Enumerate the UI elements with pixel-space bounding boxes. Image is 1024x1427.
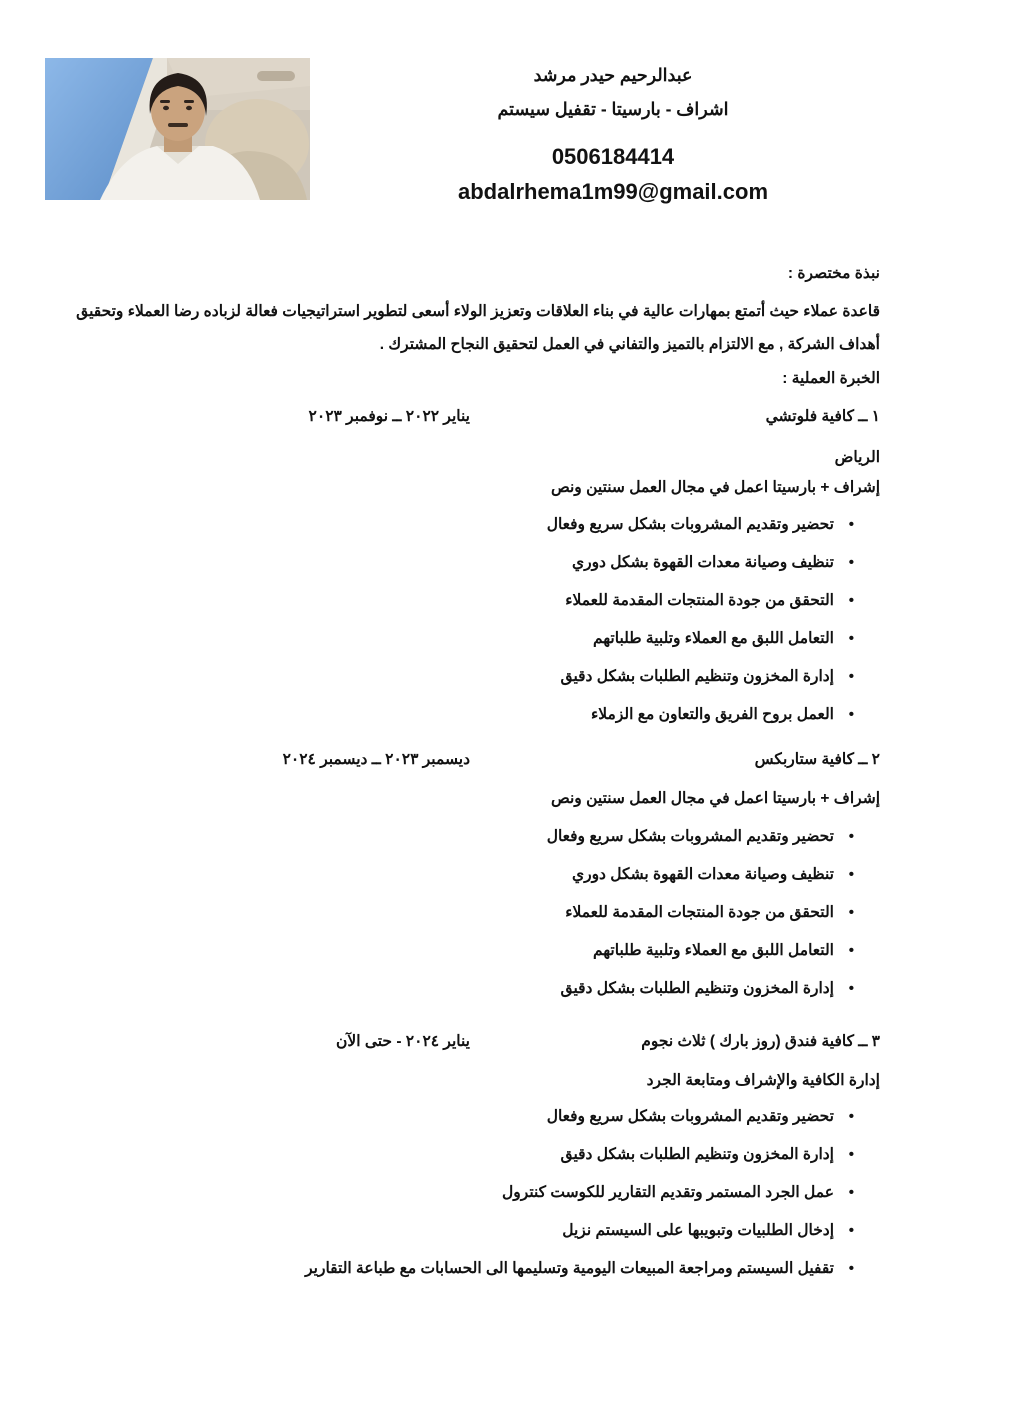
experience-heading: الخبرة العملية : xyxy=(782,370,880,387)
job2-header xyxy=(40,747,880,772)
job2-role: إشراف + بارسيتا اعمل في مجال العمل سنتين ونص xyxy=(551,790,880,807)
header xyxy=(330,62,896,206)
job2-dates: ديسمبر ٢٠٢٣ ــ ديسمبر ٢٠٢٤ xyxy=(282,751,470,768)
job1-role: إشراف + بارسيتا اعمل في مجال العمل سنتين ونص xyxy=(551,479,880,496)
job2-title: ٢ ــ كافية ستاربكس xyxy=(754,751,880,768)
job3-title: ٣ ــ كافية فندق (روز بارك ) ثلاث نجوم xyxy=(641,1033,880,1050)
experience-bullet: • إدارة المخزون وتنظيم الطلبات بشكل دقيق xyxy=(30,978,880,1000)
experience-bullet: • تنظيف وصيانة معدات القهوة بشكل دوري xyxy=(30,864,880,886)
experience-bullet: • تحضير وتقديم المشروبات بشكل سريع وفعال xyxy=(30,514,880,536)
experience-bullet: • إدارة المخزون وتنظيم الطلبات بشكل دقيق xyxy=(30,666,880,688)
summary-heading: نبذة مختصرة : xyxy=(787,265,880,282)
experience-bullet: • تحضير وتقديم المشروبات بشكل سريع وفعال xyxy=(30,826,880,848)
job1-bullets xyxy=(30,514,880,742)
experience-bullet: • العمل بروح الفريق والتعاون مع الزملاء xyxy=(30,704,880,726)
experience-bullet: • تنظيف وصيانة معدات القهوة بشكل دوري xyxy=(30,552,880,574)
job1-title: ١ ــ كافية فلوتشي xyxy=(765,408,880,425)
email-address: abdalrhema1m99@gmail.com xyxy=(457,179,769,204)
experience-bullet: • التحقق من جودة المنتجات المقدمة للعملاء xyxy=(30,590,880,612)
candidate-title: اشراف - بارسيتا - تقفيل سيستم xyxy=(497,99,729,119)
job3-bullets xyxy=(30,1106,880,1296)
job2-bullets xyxy=(30,826,880,1016)
experience-bullet: • التعامل اللبق مع العملاء وتلبية طلباتهم xyxy=(30,940,880,962)
profile-photo-image xyxy=(45,58,310,200)
job1-dates: يناير ٢٠٢٢ ــ نوفمبر ٢٠٢٣ xyxy=(308,408,470,425)
experience-bullet: • عمل الجرد المستمر وتقديم التقارير للكوست كنترول xyxy=(30,1182,880,1204)
phone-number: 0506184414 xyxy=(551,144,675,169)
candidate-name: عبدالرحيم حيدر مرشد xyxy=(533,65,693,85)
experience-bullet: • إدارة المخزون وتنظيم الطلبات بشكل دقيق xyxy=(30,1144,880,1166)
profile-photo xyxy=(45,58,310,200)
job1-header xyxy=(40,404,880,429)
summary-text: قاعدة عملاء حيث أتمتع بمهارات عالية في بناء العلاقات وتعزيز الولاء أسعى لتطوير استراتيجيات فعالة لزباده رضا العملاء وتحقيق أهداف الشركة , مع الالتزام بالتميز والتفاني في العمل لتحقيق النجاح المشترك . xyxy=(76,303,880,353)
experience-bullet: • التعامل اللبق مع العملاء وتلبية طلباتهم xyxy=(30,628,880,650)
job3-dates: يناير ٢٠٢٤ - حتى الآن xyxy=(336,1033,470,1050)
job3-header xyxy=(40,1029,880,1054)
experience-bullet: • إدخال الطلبيات وتبويبها على السيستم نزيل xyxy=(30,1220,880,1242)
job1-location: الرياض xyxy=(834,449,880,466)
job3-role: إدارة الكافية والإشراف ومتابعة الجرد xyxy=(646,1072,880,1089)
experience-bullet: • التحقق من جودة المنتجات المقدمة للعملاء xyxy=(30,902,880,924)
experience-bullet: • تحضير وتقديم المشروبات بشكل سريع وفعال xyxy=(30,1106,880,1128)
experience-bullet: • تقفيل السيستم ومراجعة المبيعات اليومية وتسليمها الى الحسابات مع طباعة التقارير xyxy=(30,1258,880,1280)
